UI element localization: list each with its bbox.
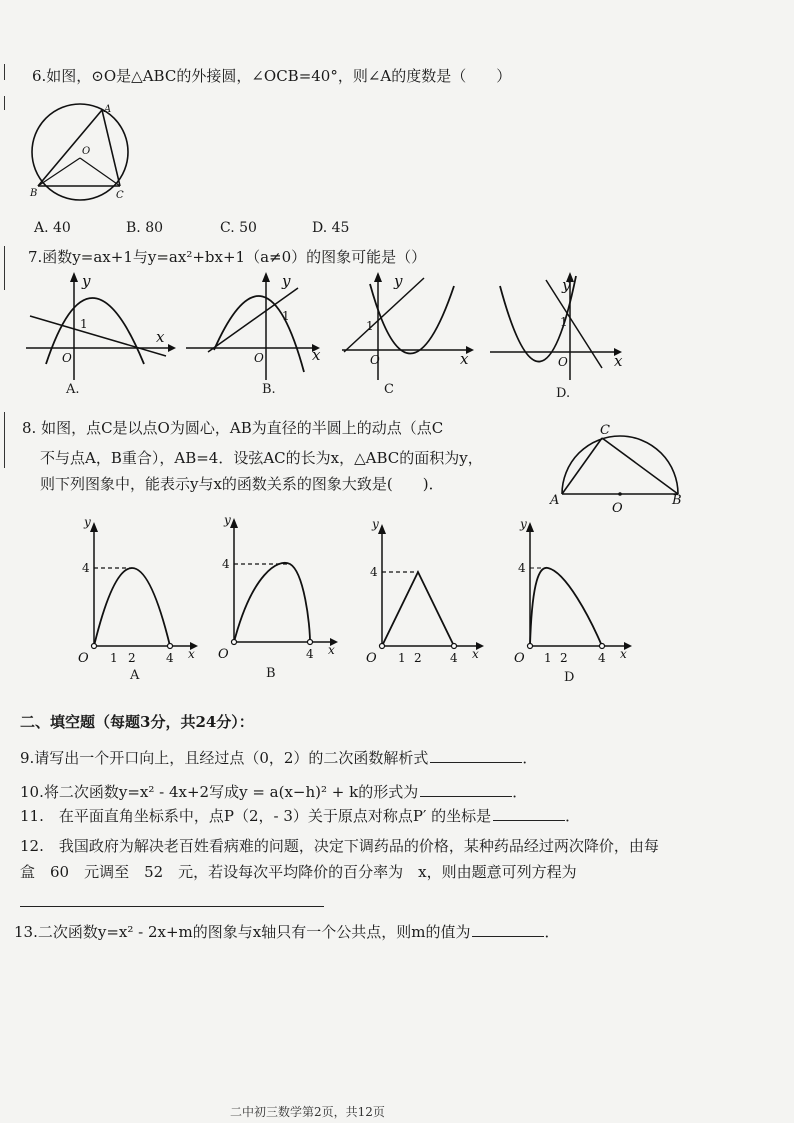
q8c-tick-1: 1 bbox=[398, 651, 406, 665]
q8a-tick-2: 2 bbox=[128, 651, 136, 665]
q8b-y-label: y bbox=[224, 513, 231, 527]
q8b-tick-4y: 4 bbox=[222, 557, 230, 571]
q8-graph-d bbox=[506, 518, 646, 668]
q8c-tick-2: 2 bbox=[414, 651, 422, 665]
question-8-line-1: 8. 如图，点C是以点O为圆心，AB为直径的半圆上的动点（点C bbox=[22, 419, 444, 437]
q7-option-a-label: A. bbox=[66, 382, 80, 397]
q7-option-c-label: C bbox=[384, 382, 394, 397]
q8-semicircle-figure bbox=[548, 420, 688, 516]
q8c-x-label: x bbox=[472, 647, 479, 661]
margin-bracket bbox=[4, 412, 9, 468]
question-10-text: 10.将二次函数y=x² - 4x+2写成y = a(x−h)² + k的形式为 bbox=[20, 783, 419, 801]
q8-graph-b bbox=[212, 514, 352, 664]
question-12-line-1: 12. 我国政府为解决老百姓看病难的问题，决定下调药品的价格，某种药品经过两次降价，由每 bbox=[20, 837, 659, 855]
q8d-x-label: x bbox=[620, 647, 627, 661]
q8a-y-label: y bbox=[84, 515, 91, 529]
q8-label-c: C bbox=[600, 423, 610, 438]
q7d-one: 1 bbox=[560, 315, 568, 329]
q7b-origin: O bbox=[254, 351, 264, 365]
q8d-tick-2: 2 bbox=[560, 651, 568, 665]
q7b-x-label: x bbox=[312, 346, 321, 364]
question-6-text: 6.如图，⊙O是△ABC的外接圆，∠OCB=40°，则∠A的度数是（ ） bbox=[32, 67, 512, 85]
q6-option-d: D. 45 bbox=[312, 220, 350, 236]
q7d-x-label: x bbox=[614, 352, 623, 370]
question-10: 10.将二次函数y=x² - 4x+2写成y = a(x−h)² + k的形式为 ． bbox=[20, 783, 528, 801]
q6-label-o: O bbox=[82, 146, 91, 157]
q8d-origin: O bbox=[514, 651, 525, 666]
q7-graph-b bbox=[186, 272, 336, 382]
q6-circle-figure bbox=[28, 100, 138, 210]
q6-option-c: C. 50 bbox=[220, 220, 257, 236]
q7-graph-d bbox=[490, 272, 640, 382]
q8c-origin: O bbox=[366, 651, 377, 666]
q8b-origin: O bbox=[218, 647, 229, 662]
q8-option-d-label: D bbox=[564, 670, 575, 685]
q8a-tick-4y: 4 bbox=[82, 561, 90, 575]
q7a-x-label: x bbox=[156, 328, 165, 346]
q8-option-b-label: B bbox=[266, 666, 276, 681]
q7a-origin: O bbox=[62, 351, 72, 365]
q7b-one: 1 bbox=[282, 309, 290, 323]
q7c-y-label: y bbox=[394, 272, 403, 290]
q8c-tick-4y: 4 bbox=[370, 565, 378, 579]
q9-answer-blank[interactable] bbox=[430, 748, 522, 763]
q8-graph-a bbox=[70, 515, 210, 668]
q7-option-b-label: B. bbox=[262, 382, 276, 397]
question-13: 13.二次函数y=x² - 2x+m的图象与x轴只有一个公共点，则m的值为 ． bbox=[14, 923, 560, 941]
q10-answer-blank[interactable] bbox=[420, 782, 512, 797]
q11-answer-blank[interactable] bbox=[493, 806, 565, 821]
question-11-text: 11. 在平面直角坐标系中，点P（2，- 3）关于原点对称点P′ 的坐标是 bbox=[20, 807, 492, 825]
question-8-line-3: 则下列图象中，能表示y与x的函数关系的图象大致是( )． bbox=[40, 475, 444, 493]
q8-label-b: B bbox=[672, 493, 682, 508]
q8b-tick-4: 4 bbox=[306, 647, 314, 661]
q8-label-a: A bbox=[550, 493, 560, 508]
q7b-y-label: y bbox=[282, 272, 291, 290]
q8a-tick-4: 4 bbox=[166, 651, 174, 665]
q7a-y-label: y bbox=[82, 272, 91, 290]
q7d-origin: O bbox=[558, 355, 568, 369]
q7-option-d-label: D. bbox=[556, 386, 571, 401]
q8-option-a-label: A bbox=[130, 668, 140, 683]
q7c-x-label: x bbox=[460, 350, 469, 368]
q8d-tick-1: 1 bbox=[544, 651, 552, 665]
page-footer: 二中初三数学第2页，共12页 bbox=[230, 1105, 385, 1119]
q7-graph-c bbox=[342, 272, 492, 382]
q6-label-b: B bbox=[30, 188, 38, 199]
question-13-text: 13.二次函数y=x² - 2x+m的图象与x轴只有一个公共点，则m的值为 bbox=[14, 923, 471, 941]
q8a-x-label: x bbox=[188, 647, 195, 661]
q7c-one: 1 bbox=[366, 319, 374, 333]
q8c-tick-4: 4 bbox=[450, 651, 458, 665]
question-7-text: 7.函数y=ax+1与y=ax²+bx+1（a≠0）的图象可能是（） bbox=[28, 248, 427, 266]
section-2-heading: 二、填空题（每题3分，共24分）： bbox=[20, 713, 254, 731]
q6-label-c: C bbox=[116, 190, 124, 201]
q8d-y-label: y bbox=[520, 517, 527, 531]
q8b-x-label: x bbox=[328, 643, 335, 657]
question-11: 11. 在平面直角坐标系中，点P（2，- 3）关于原点对称点P′ 的坐标是 ． bbox=[20, 807, 581, 825]
question-9: 9.请写出一个开口向上，且经过点（0，2）的二次函数解析式 ． bbox=[20, 749, 538, 767]
q8c-y-label: y bbox=[372, 517, 379, 531]
margin-bracket bbox=[4, 246, 9, 290]
q8d-tick-4y: 4 bbox=[518, 561, 526, 575]
q7d-y-label: y bbox=[562, 276, 571, 294]
question-12-line-2: 盒 60 元调至 52 元，若设每次平均降价的百分率为 x，则由题意可列方程为 bbox=[20, 863, 577, 881]
q8-graph-c bbox=[358, 518, 498, 668]
q6-option-a: A. 40 bbox=[34, 220, 71, 236]
q7-graph-a bbox=[26, 272, 176, 382]
question-8-line-2: 不与点A，B重合），AB=4．设弦AC的长为x，△ABC的面积为y， bbox=[40, 449, 483, 467]
q8a-tick-1: 1 bbox=[110, 651, 118, 665]
q7c-origin: O bbox=[370, 353, 380, 367]
q8d-tick-4: 4 bbox=[598, 651, 606, 665]
margin-bracket bbox=[4, 64, 9, 80]
q7a-one: 1 bbox=[80, 317, 88, 331]
q6-option-b: B. 80 bbox=[126, 220, 164, 236]
q6-label-a: A bbox=[104, 104, 112, 115]
q13-answer-blank[interactable] bbox=[472, 922, 544, 937]
q8a-origin: O bbox=[78, 651, 89, 666]
q12-answer-blank[interactable] bbox=[20, 906, 324, 907]
margin-bracket bbox=[4, 96, 9, 110]
q8-label-o: O bbox=[612, 501, 623, 516]
question-9-text: 9.请写出一个开口向上，且经过点（0，2）的二次函数解析式 bbox=[20, 749, 429, 767]
